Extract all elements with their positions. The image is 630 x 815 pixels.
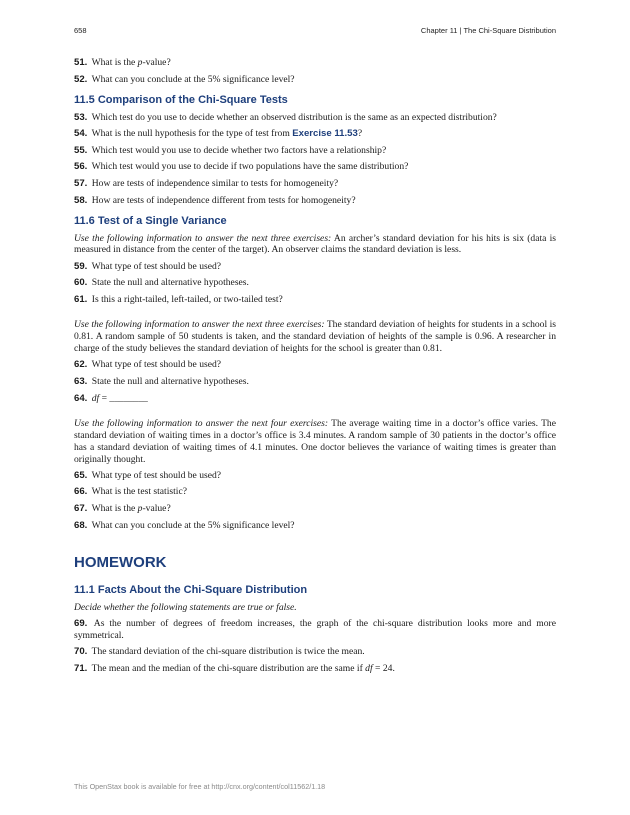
exercise-55: 55. Which test would you use to decide whether two factors have a relationship? (74, 144, 387, 156)
exercise-66: 66. What is the test statistic? (74, 486, 187, 498)
exercise-68: 68. What can you conclude at the 5% significance level? (74, 519, 295, 531)
section-heading-11-6: 11.6 Test of a Single Variance (74, 214, 227, 227)
exercise-64: 64. df = ________ (74, 392, 148, 404)
exercise-57: 57. How are tests of independence similar to tests for homogeneity? (74, 177, 339, 189)
exercise-65: 65. What type of test should be used? (74, 469, 222, 481)
page-number: 658 (74, 26, 87, 35)
exercise-11-53-link[interactable]: Exercise 11.53 (292, 128, 358, 140)
exercise-70: 70. The standard deviation of the chi-square distribution is twice the mean. (74, 646, 365, 658)
exercise-56: 56. Which test would you use to decide if two populations have the same distribution? (74, 161, 409, 173)
exercise-59: 59. What type of test should be used? (74, 260, 222, 272)
exercise-53: 53. Which test do you use to decide whether an observed distribution is the same as an expected distribution? (74, 111, 497, 123)
chapter-header: Chapter 11 | The Chi-Square Distribution (420, 26, 556, 35)
exercise-61: 61. Is this a right-tailed, left-tailed, or two-tailed test? (74, 293, 283, 305)
homework-instruction: Decide whether the following statements are true or false. (74, 601, 297, 613)
exercise-67: 67. What is the p-value? (74, 502, 171, 514)
section-heading-11-1: 11.1 Facts About the Chi-Square Distribution (74, 583, 308, 596)
exercise-60: 60. State the null and alternative hypotheses. (74, 277, 249, 289)
page-footer: This OpenStax book is available for free at http://cnx.org/content/col11562/1.18 (74, 782, 326, 791)
exercise-69: 69. As the number of degrees of freedom increases, the graph of the chi-square distribution looks more and more symmetrical. (74, 617, 557, 641)
exercise-54: 54. What is the null hypothesis for the type of test from Exercise 11.53? (74, 128, 363, 140)
exercise-63: 63. State the null and alternative hypotheses. (74, 375, 249, 387)
exercise-58: 58. How are tests of independence different from tests for homogeneity? (74, 194, 356, 206)
intro-archer: Use the following information to answer the next three exercises: An archer’s standard deviation for his hits is six (data is measured in distance from the center of the target). An observer claims the standard deviation is less. (74, 232, 556, 256)
exercise-62: 62. What type of test should be used? (74, 359, 222, 371)
intro-waiting-time: Use the following information to answer the next four exercises: The average waiting time in a doctor’s office varies. The standard deviation of waiting times in a doctor’s office is 3.4 minutes. A random sample of 30 patients in the doctor’s office has a standard deviation of waiting times of 4.1 minutes. One doctor believes the variance of waiting times is greater than originally thought. (74, 418, 556, 465)
page-content (74, 57, 556, 680)
intro-heights: Use the following information to answer the next three exercises: The standard deviation of heights for students in a school is 0.81. A random sample of 50 students is taken, and the standard deviation of heights of the sample is 0.96. A researcher in charge of the study believes the standard deviation of heights for the school is greater than 0.81. (74, 319, 556, 355)
exercise-71: 71. The mean and the median of the chi-square distribution are the same if df = 24. (74, 663, 395, 675)
exercise-51: 51. What is the p-value? (74, 57, 171, 68)
homework-heading: HOMEWORK (74, 553, 167, 571)
exercise-52: 52. What can you conclude at the 5% significance level? (74, 73, 295, 85)
section-heading-11-5: 11.5 Comparison of the Chi-Square Tests (74, 93, 288, 106)
